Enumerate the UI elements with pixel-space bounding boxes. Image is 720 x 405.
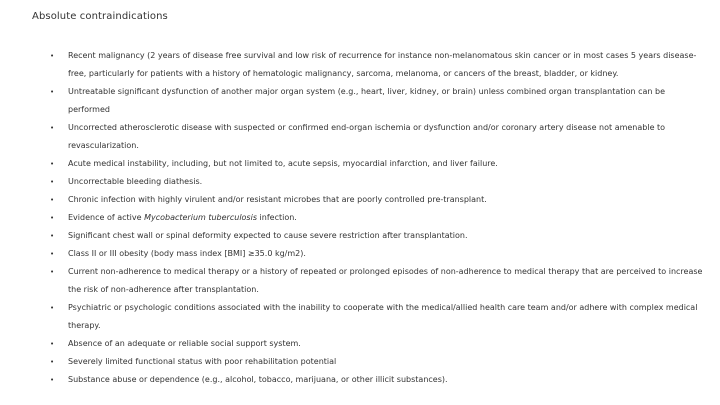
list-item (0, 173, 720, 191)
list-item (0, 371, 720, 389)
list-item (0, 263, 720, 299)
bullet-icon: • (50, 250, 55, 258)
bullet-icon: • (50, 232, 55, 240)
list-item-text: Chronic infection with highly virulent and/or resistant microbes that are poorly controlled pre-transplant. (68, 195, 487, 204)
list-item-text: Untreatable significant dysfunction of another major organ system (e.g., heart, liver, kidney, or brain) unless combined organ transplantation can be performed (68, 87, 666, 114)
bullet-icon: • (50, 52, 55, 60)
list-item-text: Absence of an adequate or reliable social support system. (68, 339, 301, 348)
list-item-text: Severely limited functional status with poor rehabilitation potential (68, 357, 337, 366)
text-after-italic: infection. (257, 213, 297, 222)
list-item (0, 83, 720, 119)
list-item (0, 191, 720, 209)
list-item-text: Recent malignancy (2 years of disease free survival and low risk of recurrence for instance non-melanomatous skin cancer or in most cases 5 years disease-free, particularly for patients with a history of hematologic malignancy, sarcoma, melanoma, or cancers of the breast, bladder, or kidney. (68, 51, 697, 78)
list-item (0, 335, 720, 353)
list-item (0, 299, 720, 335)
contraindications-list (0, 47, 720, 389)
list-item-text: Current non-adherence to medical therapy or a history of repeated or prolonged episodes of non-adherence to medical therapy that are perceived to increase the risk of non-adherence after transplantation. (68, 267, 703, 294)
bullet-icon: • (50, 304, 55, 312)
list-item-text: Acute medical instability, including, but not limited to, acute sepsis, myocardial infarction, and liver failure. (68, 159, 498, 168)
list-item-text: Class II or III obesity (body mass index [BMI] ≥35.0 kg/m2). (68, 249, 306, 258)
bullet-icon: • (50, 196, 55, 204)
list-item-text: Substance abuse or dependence (e.g., alcohol, tobacco, marijuana, or other illicit substances). (68, 375, 448, 384)
bullet-icon: • (50, 178, 55, 186)
bullet-icon: • (50, 124, 55, 132)
bullet-icon: • (50, 358, 55, 366)
list-item-text: Uncorrectable bleeding diathesis. (68, 177, 203, 186)
organism-name: Mycobacterium tuberculosis (144, 213, 257, 222)
list-item-text: Significant chest wall or spinal deformity expected to cause severe restriction after transplantation. (68, 231, 468, 240)
list-item (0, 119, 720, 155)
bullet-icon: • (50, 340, 55, 348)
list-item (0, 155, 720, 173)
list-item (0, 353, 720, 371)
section-heading: Absolute contraindications (32, 11, 168, 22)
text-before-italic: Evidence of active (68, 213, 145, 222)
bullet-icon: • (50, 214, 55, 222)
list-item-text (68, 213, 297, 222)
bullet-icon: • (50, 268, 55, 276)
list-item (0, 209, 720, 227)
list-item-text: Psychiatric or psychologic conditions associated with the inability to cooperate with the medical/allied health care team and/or adhere with complex medical therapy. (68, 303, 698, 330)
list-item (0, 47, 720, 83)
list-item-text: Uncorrected atherosclerotic disease with suspected or confirmed end-organ ischemia or dysfunction and/or coronary artery disease not amenable to revascularization. (68, 123, 666, 150)
list-item (0, 227, 720, 245)
bullet-icon: • (50, 88, 55, 96)
list-item (0, 245, 720, 263)
bullet-icon: • (50, 160, 55, 168)
bullet-icon: • (50, 376, 55, 384)
